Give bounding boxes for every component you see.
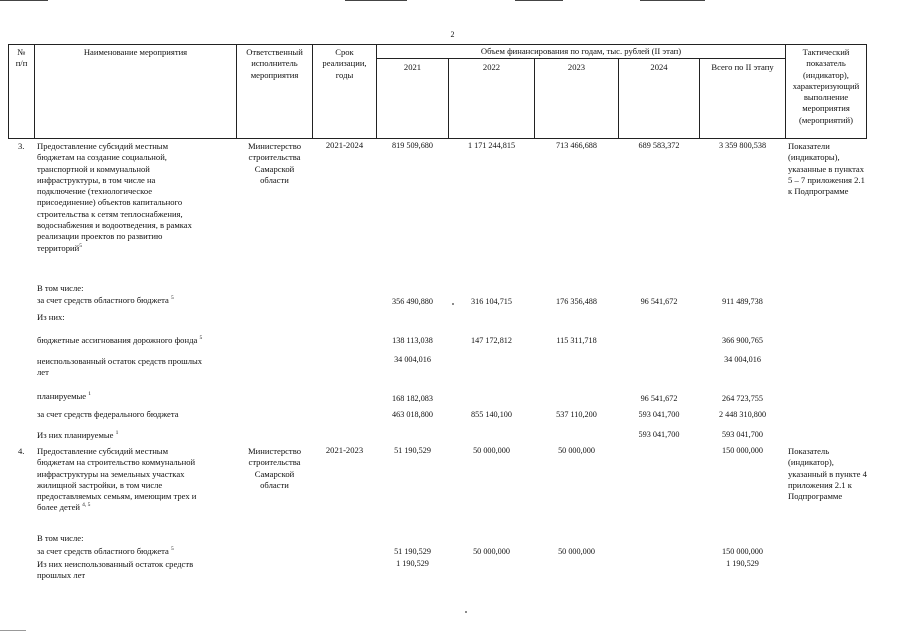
row4-unused-total: 1 190,529 (726, 559, 759, 568)
row3-fed-planned-2024: 593 041,700 (638, 430, 680, 439)
row4-regional-2023: 50 000,000 (558, 547, 595, 556)
row3-name: Предоставление субсидий местным бюджетам на создание социальной, транспортной и коммунальной инфраструктуры, в том числе на подключение (технологическое присоединение) объектов капитального строительства к сетям теплоснабжения, водоснабжения и водоотведения, в рамках реализации проектов по развитию территорий$^5$ (37, 141, 192, 253)
row3-unused-2021: 34 004,016 (394, 355, 431, 364)
header-indicator: Тактический показатель (индикатор), характеризующий выполнение мероприятия (мероприятий) (792, 47, 860, 125)
row3-planned-label: планируемые $^1$ (37, 391, 92, 401)
row3-fed-planned-total: 593 041,700 (722, 430, 763, 439)
row3-road-2022: 147 172,812 (471, 336, 512, 345)
header-term: Срок реализации, годы (322, 47, 367, 80)
row4-regional-2022: 50 000,000 (473, 547, 510, 556)
row3-2022: 1 171 244,815 (467, 141, 516, 150)
header-year-2024: 2024 (650, 62, 668, 72)
row3-unused-label: неиспользованный остаток средств прошлых лет (37, 356, 203, 378)
scan-speck (452, 303, 454, 305)
row3-federal-total: 2 448 310,800 (718, 410, 767, 419)
row3-responsible: Министерство строительства Самарской области (248, 141, 301, 185)
header-total: Всего по II этапу (711, 62, 774, 72)
row4-regional-label: за счет средств областного бюджета $^5$ (37, 546, 174, 556)
row3-2021: 819 509,680 (392, 141, 433, 150)
header-year-2022: 2022 (482, 62, 501, 72)
row3-2024: 689 583,372 (638, 141, 680, 150)
row3-term: 2021-2024 (325, 140, 364, 150)
row3-road-total: 366 900,765 (722, 336, 763, 345)
row3-incl-label: В том числе: (37, 283, 84, 293)
row4-2023: 50 000,000 (558, 446, 595, 455)
row4-name: Предоставление субсидий местным бюджетам на строительство коммунальной инфраструктуры на земельных участках жилищной застройки, в том числе предоставляемых семьям, имеющим трех и более детей $^{4, 5}$ (37, 446, 197, 513)
row3-planned-2024: 96 541,672 (640, 394, 678, 403)
row3-regional-label: за счет средств областного бюджета $^5$ (37, 295, 174, 305)
scan-speck (465, 611, 467, 613)
row3-road-2021: 138 113,038 (392, 336, 433, 345)
row3-federal-2023: 537 110,200 (556, 410, 597, 419)
row4-incl-label: В том числе: (37, 533, 84, 543)
row3-num: 3. (18, 141, 25, 151)
row3-2023: 713 466,688 (556, 141, 597, 150)
row3-total: 3 359 800,538 (718, 141, 767, 150)
row4-num: 4. (18, 446, 25, 456)
row3-fed-planned-label: Из них планируемые $^1$ (37, 430, 119, 440)
row4-unused-2021: 1 190,529 (396, 559, 429, 568)
header-responsible: Ответственный исполнитель мероприятия (246, 47, 303, 80)
row4-regional-total: 150 000,000 (722, 547, 763, 556)
row3-federal-2024: 593 041,700 (638, 410, 680, 419)
row3-unused-total: 34 004,016 (724, 355, 761, 364)
row4-term: 2021-2023 (325, 445, 364, 455)
row3-regional-total: 911 489,738 (722, 297, 763, 306)
row4-2022: 50 000,000 (473, 446, 510, 455)
header-name: Наименование мероприятия (83, 47, 188, 57)
row3-regional-2022: 316 104,715 (471, 297, 512, 306)
row3-road-2023: 115 311,718 (556, 336, 597, 345)
row3-of-them-label: Из них: (37, 312, 65, 322)
row3-federal-2022: 855 140,100 (471, 410, 512, 419)
row4-total: 150 000,000 (722, 446, 763, 455)
page-number: 2 (450, 30, 455, 39)
row3-regional-2024: 96 541,672 (640, 297, 678, 306)
row3-federal-2021: 463 018,800 (392, 410, 433, 419)
row3-regional-2023: 176 356,488 (556, 297, 597, 306)
header-year-2023: 2023 (567, 62, 586, 72)
row4-2021: 51 190,529 (394, 446, 431, 455)
row3-road-label: бюджетные ассигнования дорожного фонда $^5$ (37, 335, 203, 345)
row3-indicator: Показатели (индикаторы), указанные в пунктах 5 – 7 приложения 2.1 к Подпрограмме (788, 141, 865, 197)
header-funding: Объем финансирования по годам, тыс. рублей (II этап) (480, 46, 682, 56)
row4-responsible: Министерство строительства Самарской области (248, 446, 301, 490)
row3-planned-2021: 168 182,083 (392, 394, 433, 403)
row3-planned-total: 264 723,755 (722, 394, 763, 403)
row4-unused-label: Из них неиспользованный остаток средств прошлых лет (37, 559, 194, 581)
row4-regional-2021: 51 190,529 (394, 547, 431, 556)
header-year-2021: 2021 (403, 62, 422, 72)
row3-federal-label: за счет средств федерального бюджета (37, 409, 179, 419)
row4-indicator: Показатель (индикатор), указанный в пункте 4 приложения 2.1 к Подпрограмме (788, 446, 867, 502)
header-num: № п/п (15, 47, 28, 69)
row3-regional-2021: 356 490,880 (392, 297, 433, 306)
